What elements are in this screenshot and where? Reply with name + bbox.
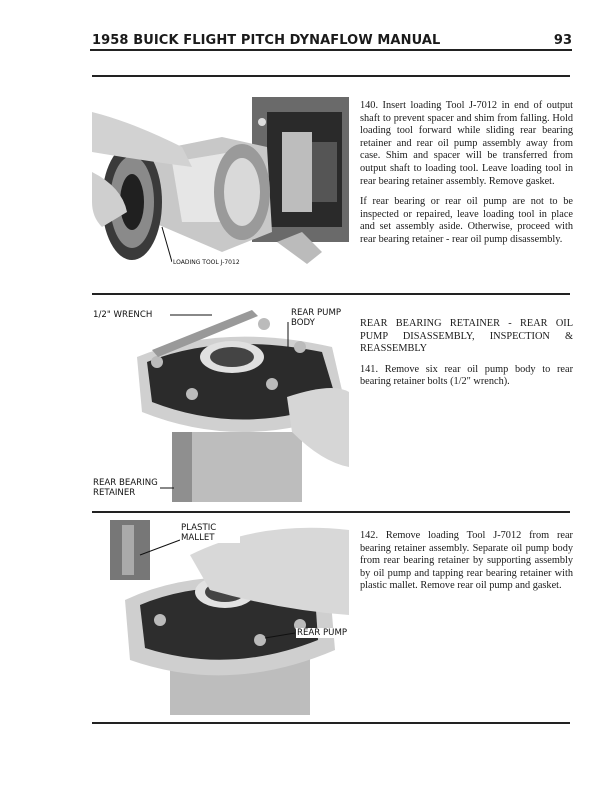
step-140-note-paragraph: If rear bearing or rear oil pump are not to be inspected or repaired, leave loading tool in place and set assembly aside. Otherwise, proceed with rear bearing retainer - rear oil pump disassembly. xyxy=(360,196,573,245)
section-3-text xyxy=(360,530,573,601)
header-rule xyxy=(90,49,572,51)
section-divider xyxy=(92,75,570,77)
page-header-title: 1958 BUICK FLIGHT PITCH DYNAFLOW MANUAL xyxy=(92,33,441,48)
step-141-paragraph: 141. Remove six rear oil pump body to rear bearing retainer bolts (1/2" wrench). xyxy=(360,363,573,388)
callout-loading-tool: LOADING TOOL J-7012 xyxy=(173,259,240,266)
photo-loading-tool xyxy=(92,92,349,270)
plastic-mallet-photo xyxy=(100,520,349,715)
callout-rear-pump: REAR PUMP xyxy=(297,628,348,638)
callout-rear-pump-body: REAR PUMP BODY xyxy=(290,308,349,328)
step-140-paragraph: 140. Insert loading Tool J-7012 in end of output shaft to prevent spacer and shim from falling. Hold loading tool forward while sliding rear bearing retainer and rear oil pump assembly away from case. Shim and spacer will be transferred from output shaft to loading tool. Leave loading tool in rear bearing retainer assembly. Remove gasket. xyxy=(360,100,573,187)
photo-plastic-mallet xyxy=(100,520,349,715)
photo-rear-pump-body xyxy=(92,302,349,502)
transmission-case-photo xyxy=(92,92,349,270)
section-divider xyxy=(92,722,570,724)
section-divider xyxy=(92,293,570,295)
section-divider xyxy=(92,511,570,513)
section-heading: REAR BEARING RETAINER - REAR OIL PUMP DISASSEMBLY, INSPECTION & REASSEMBLY xyxy=(360,318,573,355)
callout-rear-bearing-retainer: REAR BEARING RETAINER xyxy=(92,478,160,498)
rear-pump-body-photo xyxy=(92,302,349,502)
section-2-text xyxy=(360,318,573,397)
callout-plastic-mallet: PLASTIC MALLET xyxy=(180,523,240,543)
callout-wrench: 1/2" WRENCH xyxy=(93,310,153,320)
page-number: 93 xyxy=(553,33,572,48)
step-142-paragraph: 142. Remove loading Tool J-7012 from rear bearing retainer assembly. Separate oil pump body from rear bearing retainer by supporting assembly by oil pump and tapping rear bearing retainer with plastic mallet. Remove rear oil pump and gasket. xyxy=(360,530,573,592)
section-1-text xyxy=(360,100,573,255)
